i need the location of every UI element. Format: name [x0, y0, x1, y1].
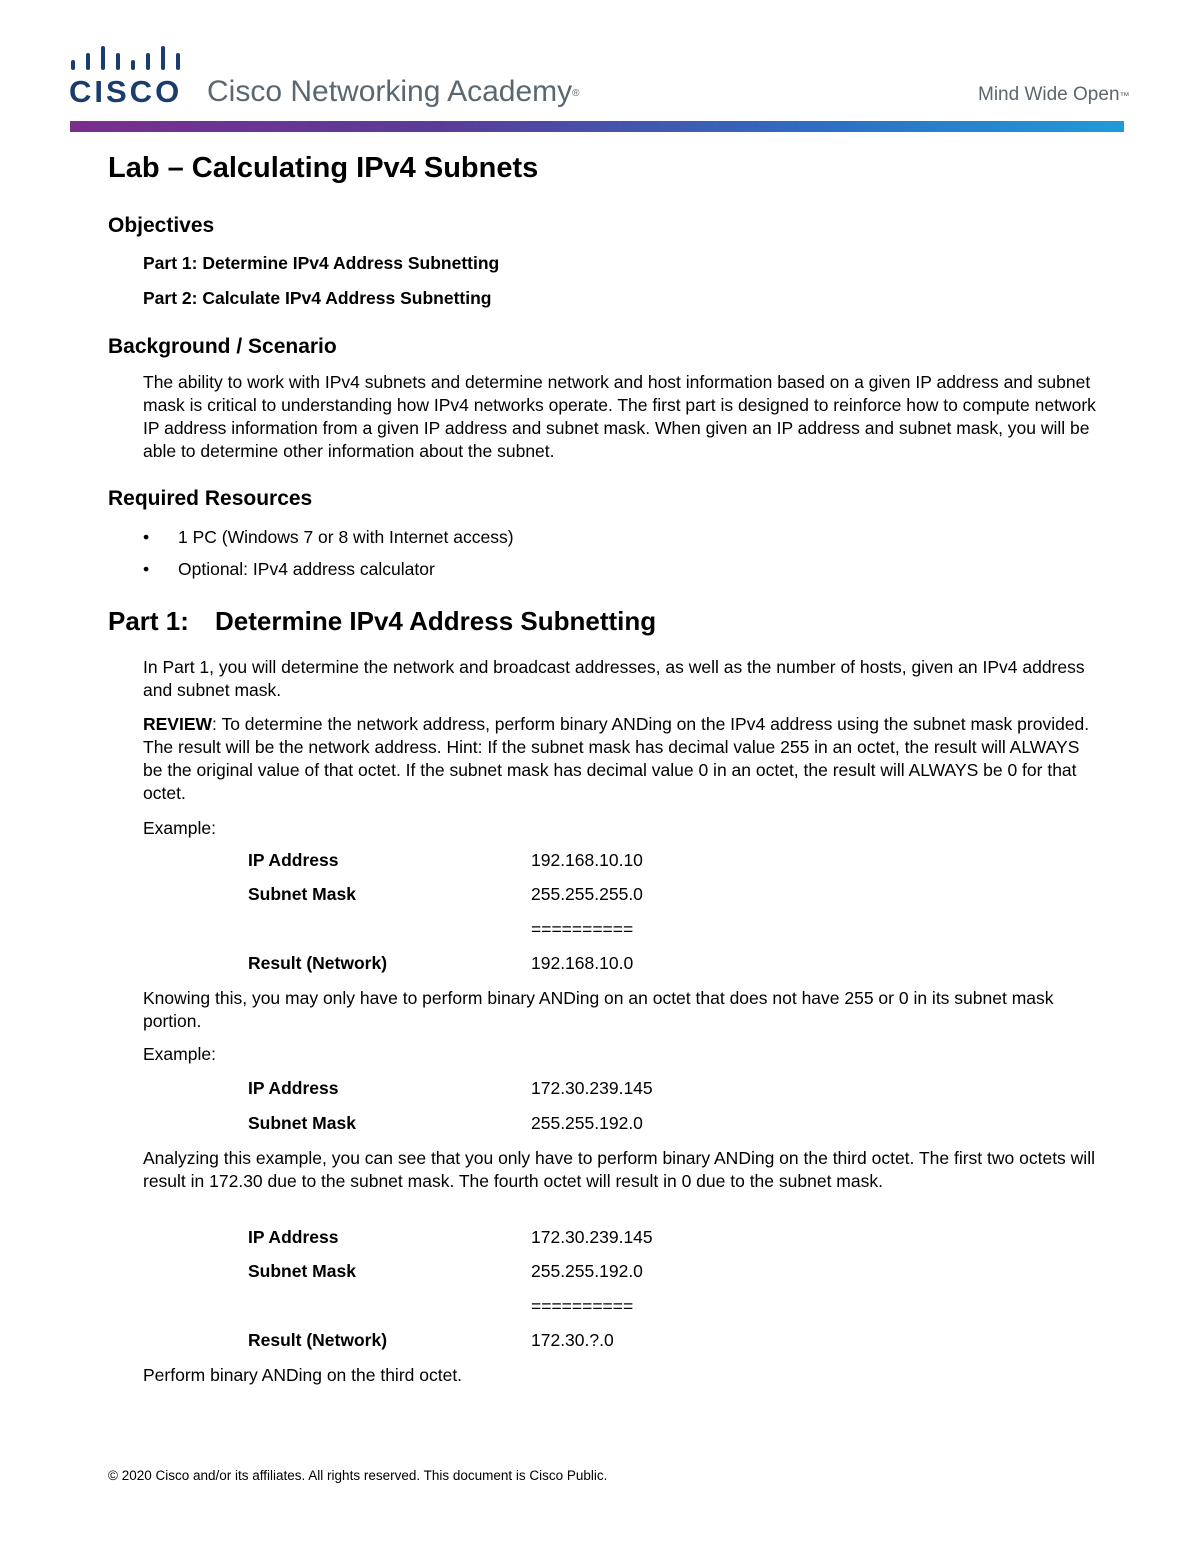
review-paragraph: REVIEW: To determine the network address, perform binary ANDing on the IPv4 address using the subnet mask provided. The result will be the network address. Hint: If the subnet mask has decimal value 255 in an octet, the result will ALWAYS be the original value of that octet. If the subnet mask has decimal value 0 in an octet, the result will ALWAYS be 0 for that octet.: [143, 714, 1090, 803]
background-heading: Background / Scenario: [108, 335, 337, 358]
bullet-icon: •: [143, 559, 150, 579]
example1-result-row: Result (Network) 192.168.10.0: [248, 953, 634, 973]
example3-result-row: Result (Network) 172.30.?.0: [248, 1330, 614, 1350]
page-title: Lab – Calculating IPv4 Subnets: [108, 152, 539, 184]
objective-item-2: Part 2: Calculate IPv4 Address Subnetting: [143, 288, 492, 308]
part1-intro: In Part 1, you will determine the network and broadcast addresses, as well as the number of hosts, given an IPv4 address and subnet mask.: [143, 657, 1085, 700]
objectives-heading: Objectives: [108, 214, 215, 237]
knowing-paragraph: Knowing this, you may only have to perform binary ANDing on an octet that does not have 255 or 0 in its subnet mask portion.: [143, 988, 1054, 1031]
perform-paragraph: Perform binary ANDing on the third octet.: [143, 1365, 463, 1385]
part1-heading: Part 1: Determine IPv4 Address Subnetting: [108, 606, 657, 636]
page-footer: © 2020 Cisco and/or its affiliates. All rights reserved. This document is Cisco Public.: [108, 1468, 608, 1483]
header-gradient-bar: [70, 121, 1124, 132]
cisco-logo-bars-icon: [70, 46, 180, 74]
example1-mask-row: Subnet Mask 255.255.255.0: [248, 884, 643, 904]
example2-mask-row: Subnet Mask 255.255.192.0: [248, 1113, 643, 1133]
objective-item-1: Part 1: Determine IPv4 Address Subnetting: [143, 253, 500, 273]
background-paragraph: The ability to work with IPv4 subnets and determine network and host information based on a given IP address and subnet mask is critical to understanding how IPv4 networks operate. The first part is designed to reinforce how to compute network IP address information from a given IP address and subnet mask. When given an IP address and subnet mask, you will be able to determine other information about the subnet.: [143, 372, 1096, 461]
registered-mark: ®: [572, 88, 580, 99]
bullet-icon: •: [143, 527, 150, 547]
page-header: [0, 0, 1200, 140]
example-label-1: Example:: [143, 818, 216, 838]
academy-title: Cisco Networking Academy®: [207, 75, 580, 108]
trademark-mark: ™: [1119, 91, 1130, 102]
example3-separator: ==========: [531, 1296, 634, 1316]
analyzing-paragraph: Analyzing this example, you can see that you only have to perform binary ANDing on the third octet. The first two octets will result in 172.30 due to the subnet mask. The fourth octet will result in 0 due to the subnet mask.: [143, 1148, 1095, 1191]
cisco-logo-text: CISCO: [69, 74, 183, 109]
example1-separator: ==========: [531, 919, 634, 939]
example1-ip-row: IP Address 192.168.10.10: [248, 850, 643, 870]
example3-mask-row: Subnet Mask 255.255.192.0: [248, 1261, 643, 1281]
review-label: REVIEW: [143, 714, 213, 734]
resources-heading: Required Resources: [108, 487, 313, 510]
example3-ip-row: IP Address 172.30.239.145: [248, 1227, 653, 1247]
example2-ip-row: IP Address 172.30.239.145: [248, 1078, 653, 1098]
tagline: Mind Wide Open™: [978, 84, 1130, 105]
example-label-2: Example:: [143, 1044, 216, 1064]
